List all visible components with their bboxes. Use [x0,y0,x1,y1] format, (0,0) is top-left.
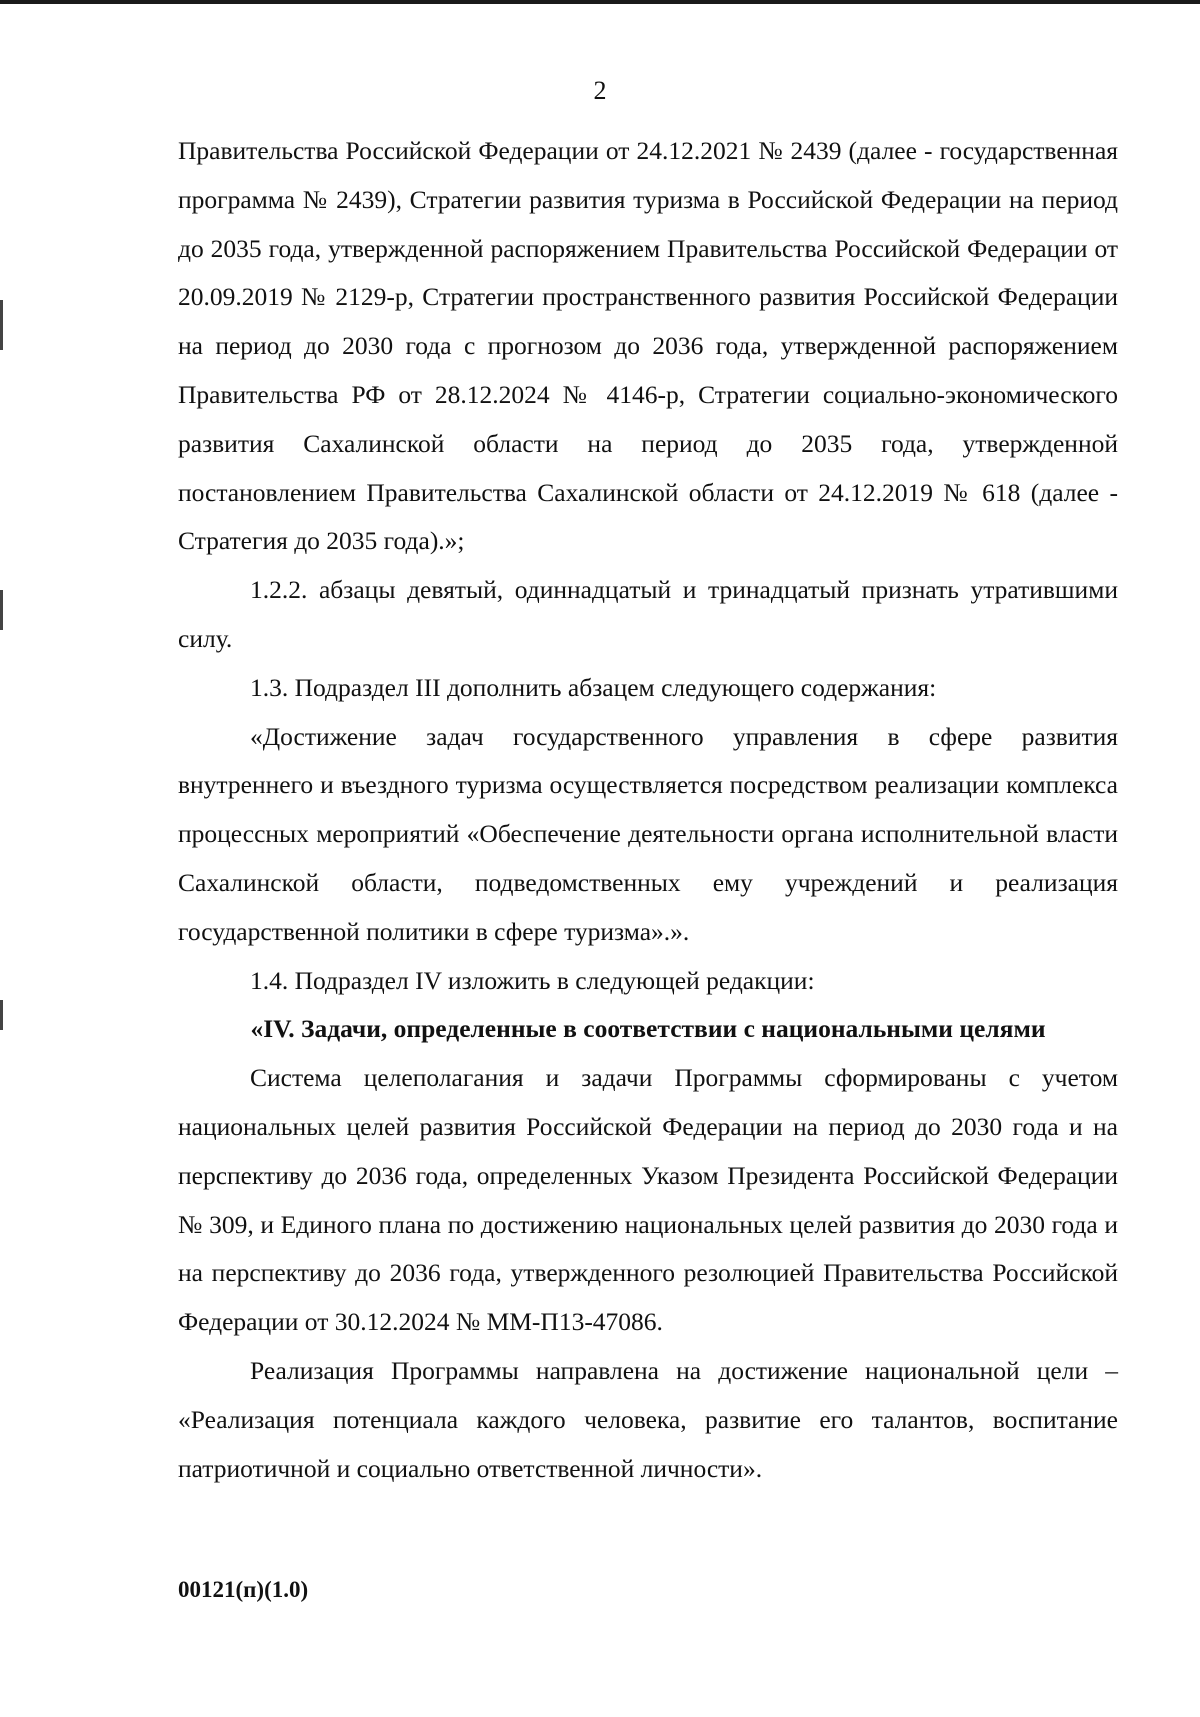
scan-edge-mark [0,300,3,350]
scan-edge-mark [0,1000,3,1030]
paragraph-continuation: Правительства Российской Федерации от 24.12.2021 № 2439 (далее - государственная программа № 2439), Стратегии развития туризма в Российской Федерации на период до 2035 года, утвержденной распоряжением Правительства Российской Федерации от 20.09.2019 № 2129-р, Стратегии пространственного развития Российской Федерации на период до 2030 года с прогнозом до 2036 года, утвержденной распоряжением Правительства РФ от 28.12.2024 № 4146-р, Стратегии социально-экономического развития Сахалинской области на период до 2035 года, утвержденной постановлением Правительства Сахалинской области от 24.12.2019 № 618 (далее - Стратегия до 2035 года).»; [178,136,1118,556]
paragraph-1-2-2: 1.2.2. абзацы девятый, одиннадцатый и тринадцатый признать утратившими силу. [178,575,1118,653]
page-number: 2 [593,76,607,105]
document-code: 00121(п)(1.0) [178,1577,309,1602]
top-scan-border [0,0,1200,4]
paragraph-quote-tasks: «Достижение задач государственного управления в сфере развития внутреннего и въездного туризма осуществляется посредством реализации комплекса процессных мероприятий «Обеспечение деятельности органа исполнительной власти Сахалинской области, подведомственных ему учреждений и реализация государственной политики в сфере туризма».». [178,721,1118,946]
paragraph-1-4: 1.4. Подраздел IV изложить в следующей редакции: [250,965,815,995]
paragraph-goal-system: Система целеполагания и задачи Программы сформированы с учетом национальных целей развития Российской Федерации на период до 2030 года и на перспективу до 2036 года, определенных Указом Президента Российской Федерации № 309, и Единого плана по достижению национальных целей развития до 2030 года и на перспективу до 2036 года, утвержденного резолюцией Правительства Российской Федерации от 30.12.2024 № ММ-П13-47086. [178,1063,1118,1337]
section-heading: «IV. Задачи, определенные в соответствии с национальными целями [250,1014,1046,1044]
paragraph-national-goal: Реализация Программы направлена на достижение национальной цели – «Реализация потенциала каждого человека, развитие его талантов, воспитание патриотичной и социально ответственной личности». [178,1355,1118,1483]
paragraph-1-3: 1.3. Подраздел III дополнить абзацем следующего содержания: [250,672,937,702]
document-body [178,127,1118,1493]
scan-edge-mark [0,590,3,630]
